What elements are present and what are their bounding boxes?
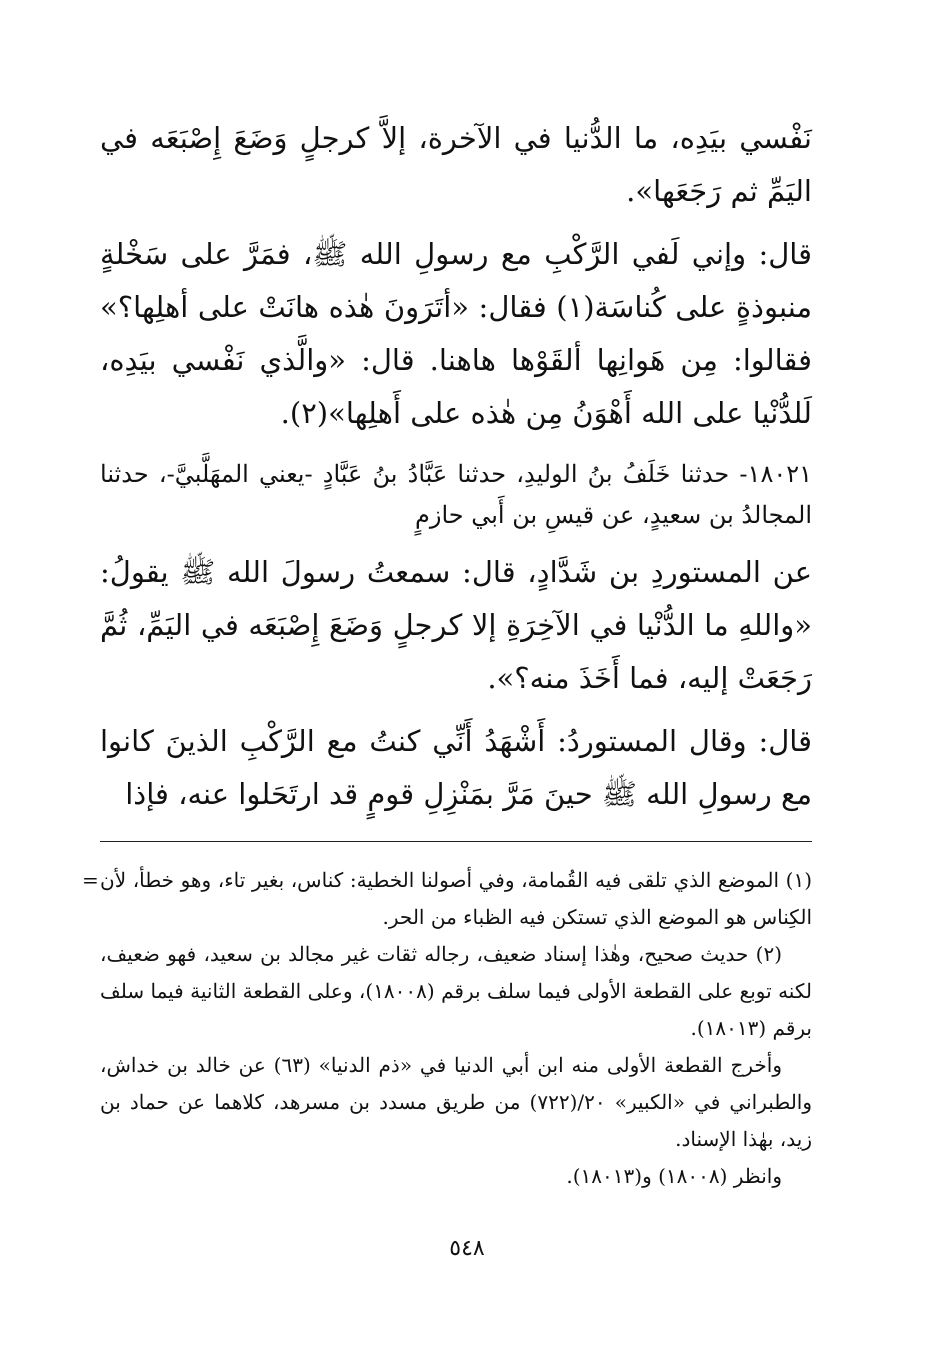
page-number: ٥٤٨: [449, 1236, 485, 1261]
footnote-separator: [100, 841, 812, 842]
footnote-1: (١) الموضع الذي تلقى فيه القُمامة، وفي أصولنا الخطية: كناس، بغير تاء، وهو خطأ، لأن الكِناس هو الموضع الذي تستكن فيه الظباء من الحر.: [100, 868, 812, 929]
footnote-2-see-also: وانظر (١٨٠٠٨) و(١٨٠١٣).: [566, 1164, 782, 1188]
paragraph-2: قال: وإني لَفي الرَّكْبِ مع رسولِ الله ﷺ، فمَرَّ على سَخْلةٍ منبوذةٍ على كُناسَة(١) فقال: «أتَرَونَ هٰذه هانَتْ على أهلِها؟» فقالوا: مِن هَوانِها ألقَوْها هاهنا. قال: «والَّذي نَفْسي بيَدِه، لَلدُّنْيا على الله أَهْوَنُ مِن هٰذه على أَهلِها»(٢).: [100, 237, 812, 430]
paragraph-5: قال: وقال المستوردُ: أَشْهَدُ أَنِّي كنتُ مع الرَّكْبِ الذينَ كانوا مع رسولِ الله ﷺ حينَ مَرَّ بمَنْزِلِ قومٍ قد ارتَحَلوا عنه، فإذا: [100, 724, 812, 811]
footnotes: [82, 862, 813, 1195]
main-text: [100, 112, 812, 821]
paragraph-1: نَفْسي بيَدِه، ما الدُّنيا في الآخرة، إلاَّ كرجلٍ وَضَعَ إِصْبَعَه في اليَمِّ ثم رَجَعَها».: [100, 121, 812, 208]
paragraph-4: عن المستوردِ بن شَدَّادٍ، قال: سمعتُ رسولَ الله ﷺ يقولُ: «واللهِ ما الدُّنْيا في الآخِرَةِ إلا كرجلٍ وَضَعَ إِصْبَعَه في اليَمِّ، ثُمَّ رَجَعَتْ إليه، فما أَخَذَ منه؟».: [100, 555, 812, 695]
continuation-mark: =: [82, 868, 99, 892]
footnote-2: (٢) حديث صحيح، وهٰذا إسناد ضعيف، رجاله ثقات غير مجالد بن سعيد، فهو ضعيف، لكنه توبع على القطعة الأولى فيما سلف برقم (١٨٠٠٨)، وعلى القطعة الثانية فيما سلف برقم (١٨٠١٣).: [100, 942, 812, 1040]
hadith-chain: ١٨٠٢١- حدثنا خَلَفُ بنُ الوليدِ، حدثنا عَبَّادُ بنُ عَبَّادٍ -يعني المهَلَّبيَّ-، حدثنا المجالدُ بن سعيدٍ، عن قيسِ بن أَبي حازمٍ: [100, 460, 812, 529]
page-body: [82, 112, 813, 1195]
footnote-2-extra: وأخرج القطعة الأولى منه ابن أبي الدنيا في «ذم الدنيا» (٦٣) عن خالد بن خداش، والطبراني في «الكبير» ٢٠/(٧٢٢) من طريق مسدد بن مسرهد، كلاهما عن حماد بن زيد، بهٰذا الإسناد.: [100, 1053, 813, 1151]
